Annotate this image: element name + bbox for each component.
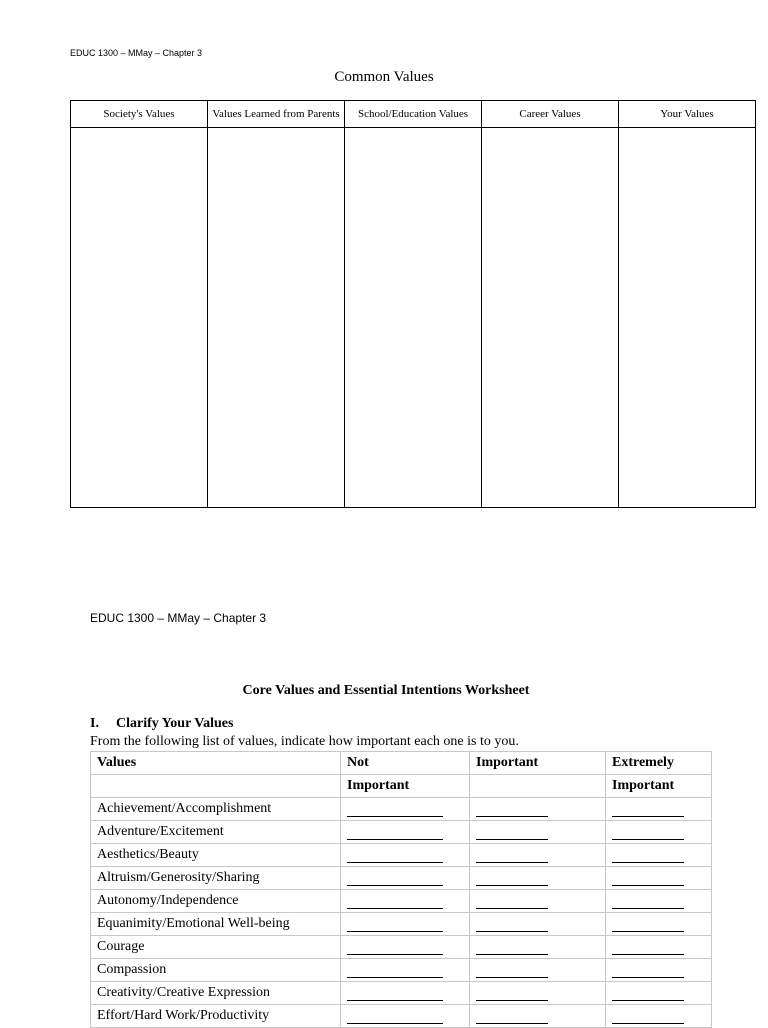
rating-cell (341, 890, 470, 913)
rating-cell (606, 890, 712, 913)
important-blank[interactable] (476, 894, 548, 909)
extremely-important-blank[interactable] (612, 917, 684, 932)
table-row (91, 959, 712, 982)
header-not: Not (341, 752, 470, 775)
header-not-important: Important (341, 775, 470, 798)
value-name: Effort/Hard Work/Productivity (91, 1005, 341, 1028)
instructions-text: From the following list of values, indicate how important each one is to you. (90, 734, 519, 749)
rating-cell (606, 1005, 712, 1028)
header-extremely-important: Important (606, 775, 712, 798)
important-blank[interactable] (476, 802, 548, 817)
rating-cell (606, 959, 712, 982)
rating-cell (606, 867, 712, 890)
important-blank[interactable] (476, 963, 548, 978)
extremely-important-blank[interactable] (612, 940, 684, 955)
page-header: EDUC 1300 – MMay – Chapter 3 (90, 611, 267, 625)
rating-cell (470, 982, 606, 1005)
table-header-row (91, 775, 712, 798)
cell-career[interactable] (482, 128, 619, 508)
rating-cell (341, 913, 470, 936)
not-important-blank[interactable] (347, 940, 443, 955)
worksheet-title: Core Values and Essential Intentions Worksheet (242, 683, 530, 698)
rating-cell (470, 821, 606, 844)
rating-cell (606, 798, 712, 821)
section-number: I. (90, 716, 99, 731)
header-important: Important (470, 752, 606, 775)
rating-cell (341, 867, 470, 890)
rating-cell (341, 982, 470, 1005)
cell-parents[interactable] (208, 128, 345, 508)
rating-cell (341, 1005, 470, 1028)
value-name: Courage (91, 936, 341, 959)
not-important-blank[interactable] (347, 1009, 443, 1024)
rating-cell (470, 913, 606, 936)
important-blank[interactable] (476, 825, 548, 840)
column-header-career: Career Values (482, 101, 619, 128)
header-values-cont (91, 775, 341, 798)
column-header-parents: Values Learned from Parents (208, 101, 345, 128)
not-important-blank[interactable] (347, 825, 443, 840)
rating-cell (470, 867, 606, 890)
rating-cell (470, 844, 606, 867)
values-rating-table (90, 751, 712, 1028)
values-table-body (91, 798, 712, 1028)
value-name: Aesthetics/Beauty (91, 844, 341, 867)
extremely-important-blank[interactable] (612, 802, 684, 817)
extremely-important-blank[interactable] (612, 848, 684, 863)
value-name: Altruism/Generosity/Sharing (91, 867, 341, 890)
extremely-important-blank[interactable] (612, 894, 684, 909)
extremely-important-blank[interactable] (612, 986, 684, 1001)
section-title: Clarify Your Values (116, 716, 234, 731)
important-blank[interactable] (476, 1009, 548, 1024)
cell-yours[interactable] (619, 128, 756, 508)
table-row (91, 867, 712, 890)
value-name: Creativity/Creative Expression (91, 982, 341, 1005)
important-blank[interactable] (476, 848, 548, 863)
value-name: Compassion (91, 959, 341, 982)
important-blank[interactable] (476, 917, 548, 932)
not-important-blank[interactable] (347, 963, 443, 978)
rating-cell (470, 1005, 606, 1028)
rating-cell (470, 959, 606, 982)
page-title: Common Values (334, 69, 434, 85)
header-important-cont (470, 775, 606, 798)
column-header-society: Society's Values (71, 101, 208, 128)
value-name: Autonomy/Independence (91, 890, 341, 913)
table-header-row (91, 752, 712, 775)
header-values: Values (91, 752, 341, 775)
table-row (91, 821, 712, 844)
table-header-row (71, 101, 756, 128)
rating-cell (606, 982, 712, 1005)
cell-society[interactable] (71, 128, 208, 508)
table-row (91, 936, 712, 959)
rating-cell (606, 913, 712, 936)
table-row (91, 982, 712, 1005)
rating-cell (341, 936, 470, 959)
extremely-important-blank[interactable] (612, 963, 684, 978)
section-heading (90, 716, 233, 732)
table-row (91, 1005, 712, 1028)
rating-cell (341, 959, 470, 982)
value-name: Adventure/Excitement (91, 821, 341, 844)
column-header-yours: Your Values (619, 101, 756, 128)
rating-cell (606, 936, 712, 959)
extremely-important-blank[interactable] (612, 1009, 684, 1024)
value-name: Achievement/Accomplishment (91, 798, 341, 821)
rating-cell (341, 798, 470, 821)
table-row (91, 844, 712, 867)
table-row (71, 128, 756, 508)
not-important-blank[interactable] (347, 848, 443, 863)
table-row (91, 798, 712, 821)
important-blank[interactable] (476, 940, 548, 955)
not-important-blank[interactable] (347, 871, 443, 886)
rating-cell (606, 821, 712, 844)
extremely-important-blank[interactable] (612, 825, 684, 840)
rating-cell (470, 890, 606, 913)
header-extremely: Extremely (606, 752, 712, 775)
rating-cell (341, 821, 470, 844)
rating-cell (470, 936, 606, 959)
page-header: EDUC 1300 – MMay – Chapter 3 (70, 48, 203, 58)
rating-cell (341, 844, 470, 867)
column-header-school: School/Education Values (345, 101, 482, 128)
not-important-blank[interactable] (347, 894, 443, 909)
important-blank[interactable] (476, 986, 548, 1001)
cell-school[interactable] (345, 128, 482, 508)
not-important-blank[interactable] (347, 986, 443, 1001)
extremely-important-blank[interactable] (612, 871, 684, 886)
common-values-table (70, 100, 756, 508)
table-row (91, 913, 712, 936)
important-blank[interactable] (476, 871, 548, 886)
rating-cell (606, 844, 712, 867)
value-name: Equanimity/Emotional Well-being (91, 913, 341, 936)
rating-cell (470, 798, 606, 821)
table-row (91, 890, 712, 913)
not-important-blank[interactable] (347, 802, 443, 817)
not-important-blank[interactable] (347, 917, 443, 932)
